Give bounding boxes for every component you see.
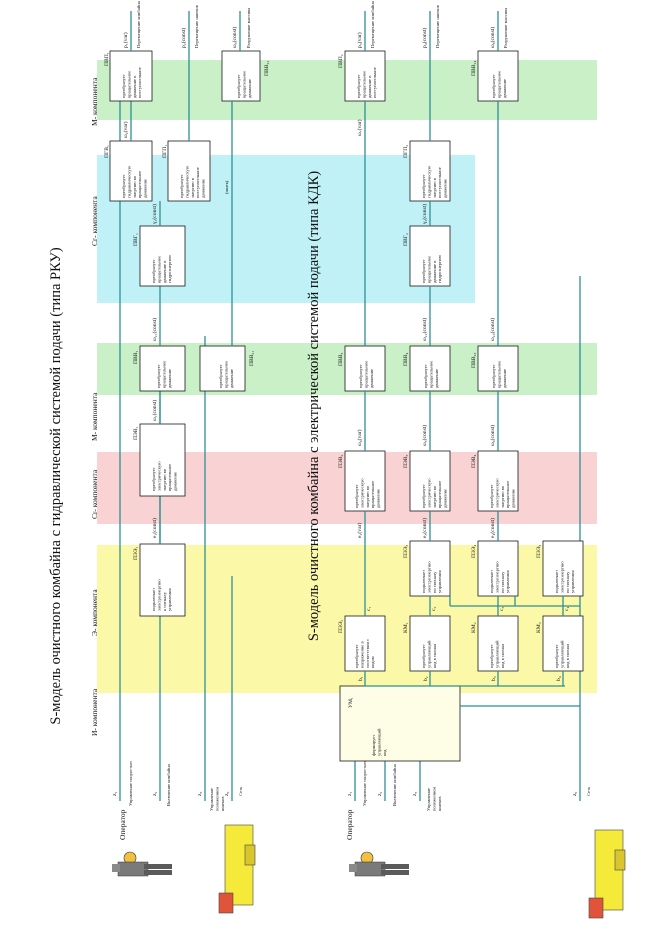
bot-pvg2-desc: преобразуетвращательноедвижение вгидроэнергию xyxy=(421,255,443,283)
top-pee1-code: ПЭЭ₁ xyxy=(133,546,139,560)
top-pvp1-desc: преобразуетвращательноедвижение впоступательное xyxy=(121,67,143,98)
bot-um1-desc: формируетуправляющийкод xyxy=(371,728,387,756)
top-p1: p₁(var) xyxy=(123,32,129,48)
bot-p4: p₄(const) xyxy=(422,27,428,48)
bot-b4: b₄ xyxy=(556,676,562,681)
bot-out3: Разрушение массива xyxy=(503,7,508,48)
bot-e3: e₃(const) xyxy=(422,518,428,538)
bot-pvp2-desc: преобразуетвращательноедвижение впоступательное xyxy=(356,67,378,98)
bot-km3-desc: преобразуетуправляющийкод в сигнал xyxy=(554,640,570,668)
bot-w5: ω₅(const) xyxy=(422,424,428,446)
top-pvp1-code: ПВП₁ xyxy=(104,52,110,66)
bot-pvv24-desc: преобразуетвращательноедвижение xyxy=(491,70,507,98)
bot-e2: e₂(var) xyxy=(357,522,363,538)
bot-km1-code: КМ₁ xyxy=(403,622,409,633)
bot-b1: b₁ xyxy=(358,676,364,681)
bot-z1-sym: z₁ xyxy=(347,791,353,796)
bot-z1-label: Управление скоростью xyxy=(362,761,367,806)
top-w1: ω₁(const) xyxy=(152,399,158,421)
bot-w22: ω₂₂(const) xyxy=(422,317,428,341)
bot-peb4-desc: преобразуетэлектрическуюэнергию вовращательноедвижение xyxy=(489,478,516,508)
operator-label-top: Оператор xyxy=(118,809,127,840)
top-w2: ω₂(var) xyxy=(123,121,129,138)
top-z3-label: Управлениеположениемшнеков xyxy=(209,786,225,811)
top-peb1-code: ПЭВ₁ xyxy=(133,426,139,440)
bot-pvv23-desc: преобразуетвращательноедвижение xyxy=(491,360,507,388)
bot-pvg2-code: ПВГ₂ xyxy=(403,233,409,246)
bot-b2: b₂ xyxy=(423,676,429,681)
bot-um1-box xyxy=(340,686,460,761)
bot-z0-label: Сеть xyxy=(586,786,591,796)
operator-figure-icon-2 xyxy=(349,852,409,876)
top-pvg1-code: ПВГ₁ xyxy=(133,233,139,246)
top-e-signal: e₁(const) xyxy=(152,518,158,538)
bot-pee5-desc: подключаетэлектроэнергиюпо сигналууправления xyxy=(554,561,576,593)
bot-pee2-desc: преобразуетнапряжение всоответствии скодом xyxy=(354,638,376,668)
bot-c2: c₂ xyxy=(431,606,437,611)
bot-out1: Перемещение комбайна xyxy=(370,1,375,48)
bot-pgp2-code: ПГП₂ xyxy=(403,144,409,158)
top-title: S-модель очистного комбайна с гидравлической системой подачи (типа РКУ) xyxy=(48,247,64,725)
bot-km1-desc: преобразуетуправляющийкод в сигнал xyxy=(421,640,437,668)
bot-pvv3-code: ПВВ₃ xyxy=(338,352,344,366)
bot-p3: p₃(var) xyxy=(357,32,363,48)
top-pvv22-code: ПВВ₂₂ xyxy=(264,60,270,76)
i-component-label: И- компонента xyxy=(90,688,99,736)
top-w3: ω₃(const) xyxy=(232,26,238,48)
bot-z3-sym: z₃ xyxy=(412,791,418,796)
top-pvv1-code: ПВВ₁ xyxy=(133,350,139,364)
combine-machine-icon xyxy=(219,825,255,913)
top-z0-sym: z₀ xyxy=(224,791,230,796)
top-z1-sym: z₁ xyxy=(112,791,118,796)
top-pvv1-desc: преобразуетвращательноедвижение xyxy=(156,360,172,388)
top-g1: γ₁(const) xyxy=(152,204,158,224)
top-pgp1-code: ПГП₁ xyxy=(162,144,168,158)
bot-pee3-desc: подключаетэлектроэнергиюпо сигналууправления xyxy=(421,561,443,593)
bot-pee2-code: ПЭЭ₂ xyxy=(338,619,344,633)
bot-peb3-desc: преобразуетэлектрическуюэнергию вовращательноедвижение xyxy=(421,478,448,508)
bot-c1: c₁ xyxy=(366,606,372,611)
bot-peb2-code: ПЭВ₂ xyxy=(338,454,344,468)
top-out2: Перемещение шнеков xyxy=(194,5,199,48)
top-out3: Разрушение массива xyxy=(246,7,251,48)
bot-km2-desc: преобразуетуправляющийкод в сигнал xyxy=(489,640,505,668)
top-pvg1-desc: преобразуетвращательноедвижение вгидроэнергию xyxy=(151,255,173,283)
bot-w7: ω₇(var) xyxy=(357,119,363,136)
bot-pee4-code: ПЭЭ₄ xyxy=(471,544,477,558)
operator-figure-icon xyxy=(112,852,172,876)
e-component-label: Э- компонента xyxy=(90,589,99,636)
bot-w23: ω₂₃(const) xyxy=(490,317,496,341)
top-z2-sym: z₂ xyxy=(152,791,158,796)
top-pgv1-code: ПГВ₁ xyxy=(104,145,110,158)
bot-pvv3-desc: преобразуетвращательноедвижение xyxy=(358,360,374,388)
bot-peb3-code: ПЭВ₃ xyxy=(403,454,409,468)
bot-z2-label: Включение комбайна xyxy=(392,764,397,806)
cr-component-label-1: Сr- компонента xyxy=(90,469,99,519)
bot-z3-label: Управлениеположениемшнеков xyxy=(426,786,442,811)
bot-um1-code: УМ₁ xyxy=(348,697,354,708)
bot-w4: ω₄(var) xyxy=(357,429,363,446)
bottom-title: S-модель очистного комбайна с электрической системой подачи (типа КДК) xyxy=(306,170,322,642)
top-z3-sym: z₃ xyxy=(197,791,203,796)
top-z2-label: Включение комбайна xyxy=(166,764,171,806)
bot-peb2-desc: преобразуетэлектрическуюэнергию вовращательноедвижение xyxy=(354,478,381,508)
bot-w8: ω₈(const) xyxy=(490,26,496,48)
top-z1-label: Управление скоростью xyxy=(128,761,133,806)
top-pgv1-desc: преобразуетгидравлическуюэнергию вовращательноедвижение xyxy=(121,165,148,198)
bot-c4: c₄ xyxy=(564,606,570,611)
combine-machine-icon-2 xyxy=(589,830,625,918)
bot-pvv23-code: ПВВ₂₃ xyxy=(471,352,477,368)
top-pvv21-desc: преобразуетвращательноедвижение xyxy=(218,360,234,388)
top-pvv22-desc: преобразуетвращательноедвижение xyxy=(236,70,252,98)
bot-w6: ω₆(const) xyxy=(490,424,496,446)
m-component-label-1: М- компонента xyxy=(90,392,99,441)
bot-pee4-desc: подключаетэлектроэнергиюпо сигналууправления xyxy=(489,561,511,593)
top-pgp1-desc: преобразуетгидравлическуюэнергию впоступательноедвижение xyxy=(179,165,206,198)
bot-pvp2-code: ПВП₂ xyxy=(338,54,344,68)
bot-pvv24-code: ПВВ₂₄ xyxy=(471,60,477,76)
bot-pee3-code: ПЭЭ₃ xyxy=(403,544,409,558)
top-z0-label: Сеть xyxy=(238,786,243,796)
top-shnek: (шнек) xyxy=(224,180,229,194)
bot-km2-code: КМ₂ xyxy=(471,622,477,633)
bot-c3: c₃ xyxy=(499,606,505,611)
bot-e4: e₄(const) xyxy=(490,518,496,538)
top-pvv21-code: ПВВ₂₁ xyxy=(249,350,255,366)
top-out1: Перемещение комбайна xyxy=(136,1,141,48)
top-w21: ω₂₁(const) xyxy=(152,317,158,341)
rotated-diagram xyxy=(48,1,591,840)
bot-pee5-code: ПЭЭ₅ xyxy=(536,544,542,558)
top-peb1-desc: преобразуетэлектрическуюэнергию вовращательноедвижение xyxy=(151,461,178,491)
bot-pvv4-code: ПВВ₄ xyxy=(403,352,409,366)
cr-component-label-2: Сг- компонента xyxy=(90,196,99,246)
m-component-label-2: М- компонента xyxy=(90,77,99,126)
bot-peb4-code: ПЭВ₄ xyxy=(471,454,477,468)
bot-z0-sym: z₀ xyxy=(572,791,578,796)
bot-pgp2-desc: преобразуетгидравлическуюэнергию впоступательноедвижение xyxy=(421,165,448,198)
top-p2: p₂(const) xyxy=(181,27,187,48)
operator-label-bottom: Оператор xyxy=(345,809,354,840)
bot-b3: b₃ xyxy=(491,676,497,681)
top-pee1-desc: подключаетэлектроэнергиюк сигналууправления xyxy=(151,579,173,611)
bot-z2-sym: z₂ xyxy=(377,791,383,796)
bot-pvv4-desc: преобразуетвращательноедвижение xyxy=(423,360,439,388)
bot-g2: γ₂(const) xyxy=(422,204,428,224)
bot-out2: Перемещение шнеков xyxy=(435,5,440,48)
bot-km3-code: КМ₃ xyxy=(536,622,542,633)
